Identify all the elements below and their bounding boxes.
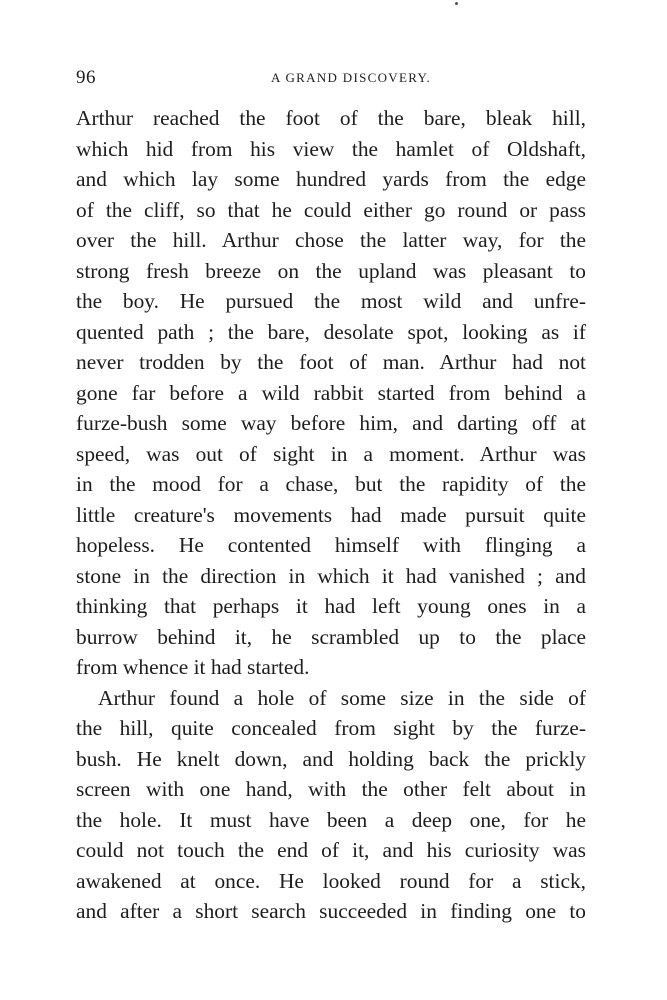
text-line: the boy. He pursued the most wild and unfre- bbox=[76, 289, 586, 313]
text-line: and which lay some hundred yards from the edge bbox=[76, 167, 586, 191]
paragraph-1 bbox=[76, 103, 586, 683]
text-line: Arthur reached the foot of the bare, bleak hill, bbox=[76, 106, 586, 130]
text-line: Arthur found a hole of some size in the side of bbox=[98, 685, 586, 710]
text-line: could not touch the end of it, and his curiosity was bbox=[76, 838, 586, 862]
text-line: from whence it had started. bbox=[76, 655, 310, 679]
text-line: over the hill. Arthur chose the latter way, for the bbox=[76, 228, 586, 252]
text-line: which hid from his view the hamlet of Oldshaft, bbox=[76, 136, 586, 161]
text-line: thinking that perhaps it had left young ones in a bbox=[76, 594, 586, 618]
text-line: quented path ; the bare, desolate spot, looking as if bbox=[76, 319, 586, 344]
text-line: of the cliff, so that he could either go round or pass bbox=[76, 197, 586, 222]
text-line: the hill, quite concealed from sight by the furze- bbox=[76, 716, 586, 740]
text-line: speed, was out of sight in a moment. Arthur was bbox=[76, 441, 586, 466]
text-line: little creature's movements had made pursuit quite bbox=[76, 502, 586, 527]
text-line: awakened at once. He looked round for a stick, bbox=[76, 868, 586, 893]
text-line: stone in the direction in which it had vanished ; and bbox=[76, 563, 586, 588]
running-head: A GRAND DISCOVERY. bbox=[270, 70, 432, 85]
text-line: bush. He knelt down, and holding back the prickly bbox=[76, 746, 586, 771]
text-line: and after a short search succeeded in finding one to bbox=[76, 899, 586, 923]
paragraph-2 bbox=[76, 683, 586, 927]
page-header bbox=[76, 67, 586, 91]
text-line: in the mood for a chase, but the rapidity of the bbox=[76, 472, 586, 496]
text-line: the hole. It must have been a deep one, for he bbox=[76, 807, 586, 832]
print-speck bbox=[455, 2, 458, 5]
text-line: furze-bush some way before him, and darting off at bbox=[76, 411, 586, 435]
page-number: 96 bbox=[76, 67, 96, 88]
text-line: strong fresh breeze on the upland was pleasant to bbox=[76, 258, 586, 283]
text-line: never trodden by the foot of man. Arthur had not bbox=[76, 350, 586, 374]
body-text bbox=[76, 103, 586, 927]
text-line: gone far before a wild rabbit started from behind a bbox=[76, 380, 586, 405]
text-line: burrow behind it, he scrambled up to the place bbox=[76, 624, 586, 649]
text-line: screen with one hand, with the other felt about in bbox=[76, 777, 586, 801]
text-line: hopeless. He contented himself with flinging a bbox=[76, 533, 586, 557]
